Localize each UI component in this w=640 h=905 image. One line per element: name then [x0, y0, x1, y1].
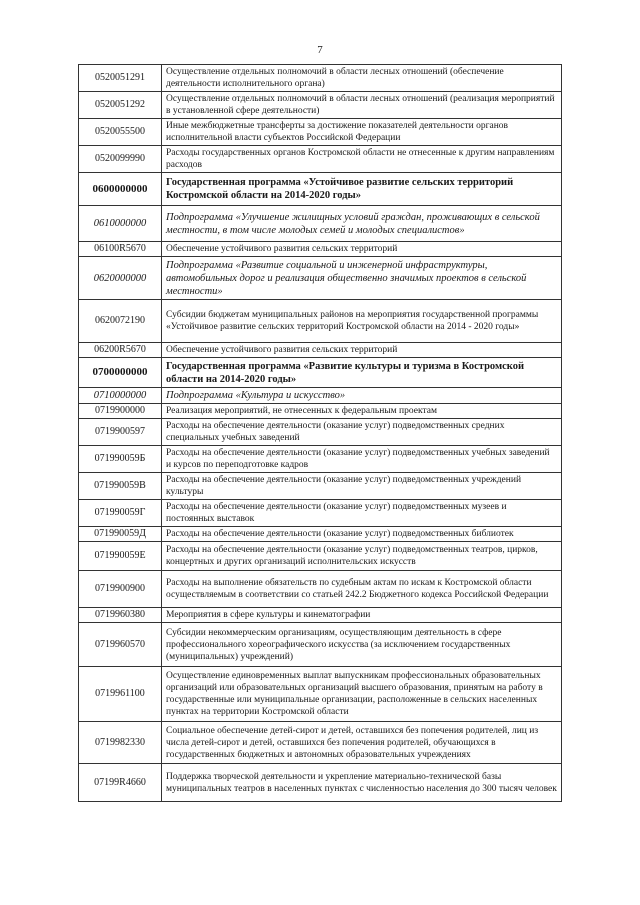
table-body [79, 65, 562, 802]
row-description: Подпрограмма «Развитие социальной и инженерной инфраструктуры, автомобильных дорог и реализация общественно значимых проектов в сельской местности» [162, 257, 562, 300]
row-code: 0600000000 [79, 173, 162, 206]
row-code: 071990059Б [79, 446, 162, 473]
row-description: Расходы на обеспечение деятельности (оказание услуг) подведомственных театров, цирков, концертных и других организаций исполнительских искусств [162, 542, 562, 571]
table-row [79, 119, 562, 146]
row-description: Осуществление отдельных полномочий в области лесных отношений (обеспечение деятельности исполнительного органа) [162, 65, 562, 92]
table-row [79, 542, 562, 571]
row-code: 071990059Д [79, 527, 162, 542]
row-description: Поддержка творческой деятельности и укрепление материально-технической базы муниципальных театров в населенных пунктах с численностью населения до 300 тысяч человек [162, 764, 562, 802]
row-code: 071990059В [79, 473, 162, 500]
row-description: Расходы на выполнение обязательств по судебным актам по искам к Костромской области осуществляемым в соответствии со статьей 242.2 Бюджетного кодекса Российской Федерации [162, 571, 562, 608]
row-code: 071990059Е [79, 542, 162, 571]
table-row [79, 300, 562, 343]
table-row [79, 722, 562, 764]
program-row [79, 358, 562, 388]
row-code: 0520055500 [79, 119, 162, 146]
row-description: Осуществление единовременных выплат выпускникам профессиональных образовательных организаций или образовательных организаций высшего образования, принятым на работу в государственные или муниципальные организации, расположенные в сельских населенных пунктах на территории Костромской области [162, 667, 562, 722]
row-code: 0719960380 [79, 608, 162, 623]
table-row [79, 92, 562, 119]
table-row [79, 404, 562, 419]
table-row [79, 419, 562, 446]
row-code: 071990059Г [79, 500, 162, 527]
subprogram-row [79, 257, 562, 300]
table-row [79, 446, 562, 473]
table-row [79, 500, 562, 527]
table-row [79, 343, 562, 358]
row-description: Социальное обеспечение детей-сирот и детей, оставшихся без попечения родителей, лиц из числа детей-сирот и детей, оставшихся без попечения родителей, обучающихся в государственных бюджетных и автономных образовательных учреждениях [162, 722, 562, 764]
row-code: 0719900597 [79, 419, 162, 446]
row-code: 0520051292 [79, 92, 162, 119]
table-row [79, 667, 562, 722]
row-description: Расходы государственных органов Костромской области не отнесенные к другим направлениям расходов [162, 146, 562, 173]
row-description: Подпрограмма «Культура и искусство» [162, 388, 562, 404]
row-code: 0719960570 [79, 623, 162, 667]
row-description: Обеспечение устойчивого развития сельских территорий [162, 343, 562, 358]
row-description: Расходы на обеспечение деятельности (оказание услуг) подведомственных средних специальных учебных заведений [162, 419, 562, 446]
subprogram-row [79, 206, 562, 242]
row-description: Расходы на обеспечение деятельности (оказание услуг) подведомственных музеев и постоянных выставок [162, 500, 562, 527]
row-description: Государственная программа «Развитие культуры и туризма в Костромской области на 2014-2020 годы» [162, 358, 562, 388]
row-code: 0610000000 [79, 206, 162, 242]
row-code: 0700000000 [79, 358, 162, 388]
row-description: Мероприятия в сфере культуры и кинематографии [162, 608, 562, 623]
table-row [79, 473, 562, 500]
row-description: Расходы на обеспечение деятельности (оказание услуг) подведомственных учреждений культуры [162, 473, 562, 500]
row-code: 06100R5670 [79, 242, 162, 257]
row-description: Расходы на обеспечение деятельности (оказание услуг) подведомственных библиотек [162, 527, 562, 542]
page-number: 7 [317, 44, 323, 56]
row-code: 0620072190 [79, 300, 162, 343]
table-row [79, 527, 562, 542]
row-code: 0520051291 [79, 65, 162, 92]
table-row [79, 571, 562, 608]
row-code: 0710000000 [79, 388, 162, 404]
row-description: Обеспечение устойчивого развития сельских территорий [162, 242, 562, 257]
row-code: 0520099990 [79, 146, 162, 173]
row-code: 07199R4660 [79, 764, 162, 802]
row-description: Осуществление отдельных полномочий в области лесных отношений (реализация мероприятий в установленной сфере деятельности) [162, 92, 562, 119]
row-code: 0719961100 [79, 667, 162, 722]
table-row [79, 65, 562, 92]
row-description: Подпрограмма «Улучшение жилищных условий граждан, проживающих в сельской местности, в том числе молодых семей и молодых специалистов» [162, 206, 562, 242]
program-row [79, 173, 562, 206]
row-description: Реализация мероприятий, не отнесенных к федеральным проектам [162, 404, 562, 419]
row-code: 0719900900 [79, 571, 162, 608]
table-row [79, 623, 562, 667]
subprogram-row [79, 388, 562, 404]
table-row [79, 764, 562, 802]
table-row [79, 242, 562, 257]
row-code: 0719900000 [79, 404, 162, 419]
row-code: 0719982330 [79, 722, 162, 764]
table-row [79, 146, 562, 173]
budget-classification-table [78, 64, 562, 802]
row-description: Субсидии бюджетам муниципальных районов на мероприятия государственной программы «Устойчивое развитие сельских территорий Костромской области на 2014 - 2020 годы» [162, 300, 562, 343]
row-description: Расходы на обеспечение деятельности (оказание услуг) подведомственных учебных заведений и курсов по переподготовке кадров [162, 446, 562, 473]
row-code: 0620000000 [79, 257, 162, 300]
row-description: Субсидии некоммерческим организациям, осуществляющим деятельность в сфере профессионального хореографического искусства (за исключением государственных (муниципальных) учреждений) [162, 623, 562, 667]
row-code: 06200R5670 [79, 343, 162, 358]
row-description: Государственная программа «Устойчивое развитие сельских территорий Костромской области на 2014-2020 годы» [162, 173, 562, 206]
row-description: Иные межбюджетные трансферты за достижение показателей деятельности органов исполнительной власти субъектов Российской Федерации [162, 119, 562, 146]
table-row [79, 608, 562, 623]
